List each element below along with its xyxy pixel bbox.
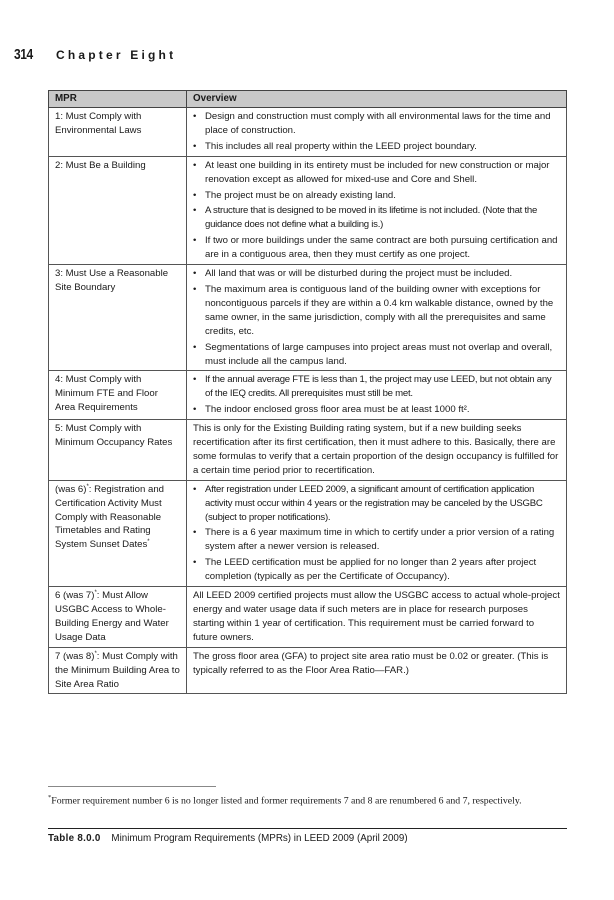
- footnote-text: Former requirement number 6 is no longer listed and former requirements 7 and 8 are renumbered 6 and 7, respectively.: [51, 795, 522, 807]
- footnote-divider: [48, 786, 216, 787]
- table-row: [49, 420, 567, 481]
- overview-cell: [187, 108, 567, 157]
- mpr-label: : Must Allow USGBC Access to Whole-Building Energy and Water Usage Data: [55, 590, 169, 643]
- overview-cell: [187, 371, 567, 420]
- mpr-prefix: 6 (was 7): [55, 590, 95, 602]
- caption-label: Table 8.0.0: [48, 833, 101, 844]
- mpr-prefix: 7 (was 8): [55, 650, 95, 662]
- column-header-overview: Overview: [187, 91, 567, 108]
- table-row: [49, 587, 567, 648]
- bullet-item: • Segmentations of large campuses into project areas must not overlap and overall, must include all the campus land.: [193, 341, 560, 369]
- footnote-marker: *: [94, 650, 97, 657]
- mpr-label: : Must Comply with the Minimum Building Area to Site Area Ratio: [55, 650, 180, 690]
- overview-bullets: [193, 267, 560, 368]
- mpr-cell: 2: Must Be a Building: [49, 156, 187, 264]
- caption-text: Minimum Program Requirements (MPRs) in LEED 2009 (April 2009): [111, 833, 408, 844]
- chapter-title: Chapter Eight: [56, 48, 177, 62]
- mpr-cell: [49, 587, 187, 648]
- table-header-row: [49, 91, 567, 108]
- bullet-item: • A structure that is designed to be moved in its lifetime is not included. (Note that the guidance does not define what a building is.): [193, 204, 560, 232]
- mpr-table: [48, 90, 567, 694]
- footnote-marker: *: [48, 794, 52, 801]
- mpr-cell: [49, 480, 187, 586]
- mpr-cell: 3: Must Use a Reasonable Site Boundary: [49, 265, 187, 371]
- mpr-cell: 1: Must Comply with Environmental Laws: [49, 108, 187, 157]
- bullet-item: • The project must be on already existing land.: [193, 189, 560, 203]
- overview-cell: The gross floor area (GFA) to project site area ratio must be 0.02 or greater. (This is typically referred to as the Floor Area Ratio—FAR.): [187, 647, 567, 694]
- overview-bullets: [193, 373, 560, 417]
- footnote-marker: *: [94, 589, 97, 596]
- overview-cell: [187, 156, 567, 264]
- table-caption: [48, 833, 408, 844]
- bullet-item: • Design and construction must comply with all environmental laws for the time and place of construction.: [193, 110, 560, 138]
- table-row: [49, 156, 567, 264]
- footnote-marker: *: [86, 483, 89, 490]
- running-header: [14, 46, 176, 63]
- bullet-item: • If two or more buildings under the same contract are both pursuing certification and are in a contiguous area, then they must certify as one project.: [193, 234, 560, 262]
- overview-bullets: [193, 159, 560, 262]
- table-row: [49, 371, 567, 420]
- mpr-cell: 4: Must Comply with Minimum FTE and Floor Area Requirements: [49, 371, 187, 420]
- overview-cell: All LEED 2009 certified projects must allow the USGBC access to actual whole-project energy and water usage data if such meters are in place for research purposes starting within 1 year of certification. This requirement must be carried forward to future owners.: [187, 587, 567, 648]
- bullet-item: • At least one building in its entirety must be included for new construction or major renovation except as allowed for mixed-use and Core and Shell.: [193, 159, 560, 187]
- footnote: [48, 791, 568, 807]
- bullet-item: • There is a 6 year maximum time in which to certify under a prior version of a rating system after a newer version is released.: [193, 526, 560, 554]
- mpr-label: : Registration and Certification Activity Must Comply with Reasonable Timetables and Rating System Sunset Dates: [55, 483, 164, 551]
- bullet-item: • The maximum area is contiguous land of the building owner with exceptions for noncontiguous parcels if they are within a 0.4 km walkable distance, owned by the same owner, in the same jurisdiction, comply with all the prerequisites and same credits, etc.: [193, 283, 560, 339]
- bullet-item: • All land that was or will be disturbed during the project must be included.: [193, 267, 560, 281]
- page-number: 314: [14, 46, 33, 63]
- overview-bullets: [193, 483, 560, 584]
- table-row: [49, 108, 567, 157]
- mpr-cell: [49, 647, 187, 694]
- overview-cell: [187, 480, 567, 586]
- bullet-item: • This includes all real property within the LEED project boundary.: [193, 140, 560, 154]
- footnote-marker: *: [147, 539, 150, 546]
- mpr-prefix: (was 6): [55, 483, 87, 495]
- bullet-item: • The indoor enclosed gross floor area must be at least 1000 ft².: [193, 403, 560, 417]
- mpr-cell: 5: Must Comply with Minimum Occupancy Rates: [49, 420, 187, 481]
- overview-cell: [187, 265, 567, 371]
- caption-divider: [48, 828, 567, 829]
- overview-bullets: [193, 110, 560, 154]
- bullet-item: • The LEED certification must be applied for no longer than 2 years after project completion (typically as per the Certificate of Occupancy).: [193, 556, 560, 584]
- table-row: [49, 647, 567, 694]
- bullet-item: • If the annual average FTE is less than 1, the project may use LEED, but not obtain any of the IEQ credits. All prerequisites must still be met.: [193, 373, 560, 401]
- overview-cell: This is only for the Existing Building rating system, but if a new building seeks recertification after its first certification, then it must adhere to this. Basically, there are some formulas to verify that a certain proportion of the design occupancy is fulfilled for a certain time period prior to recertification.: [187, 420, 567, 481]
- column-header-mpr: MPR: [49, 91, 187, 108]
- table-row: [49, 265, 567, 371]
- table-row: [49, 480, 567, 586]
- bullet-item: • After registration under LEED 2009, a significant amount of certification application activity must occur within 4 years or the registration may be canceled by the USGBC (subject to proper notifications).: [193, 483, 560, 525]
